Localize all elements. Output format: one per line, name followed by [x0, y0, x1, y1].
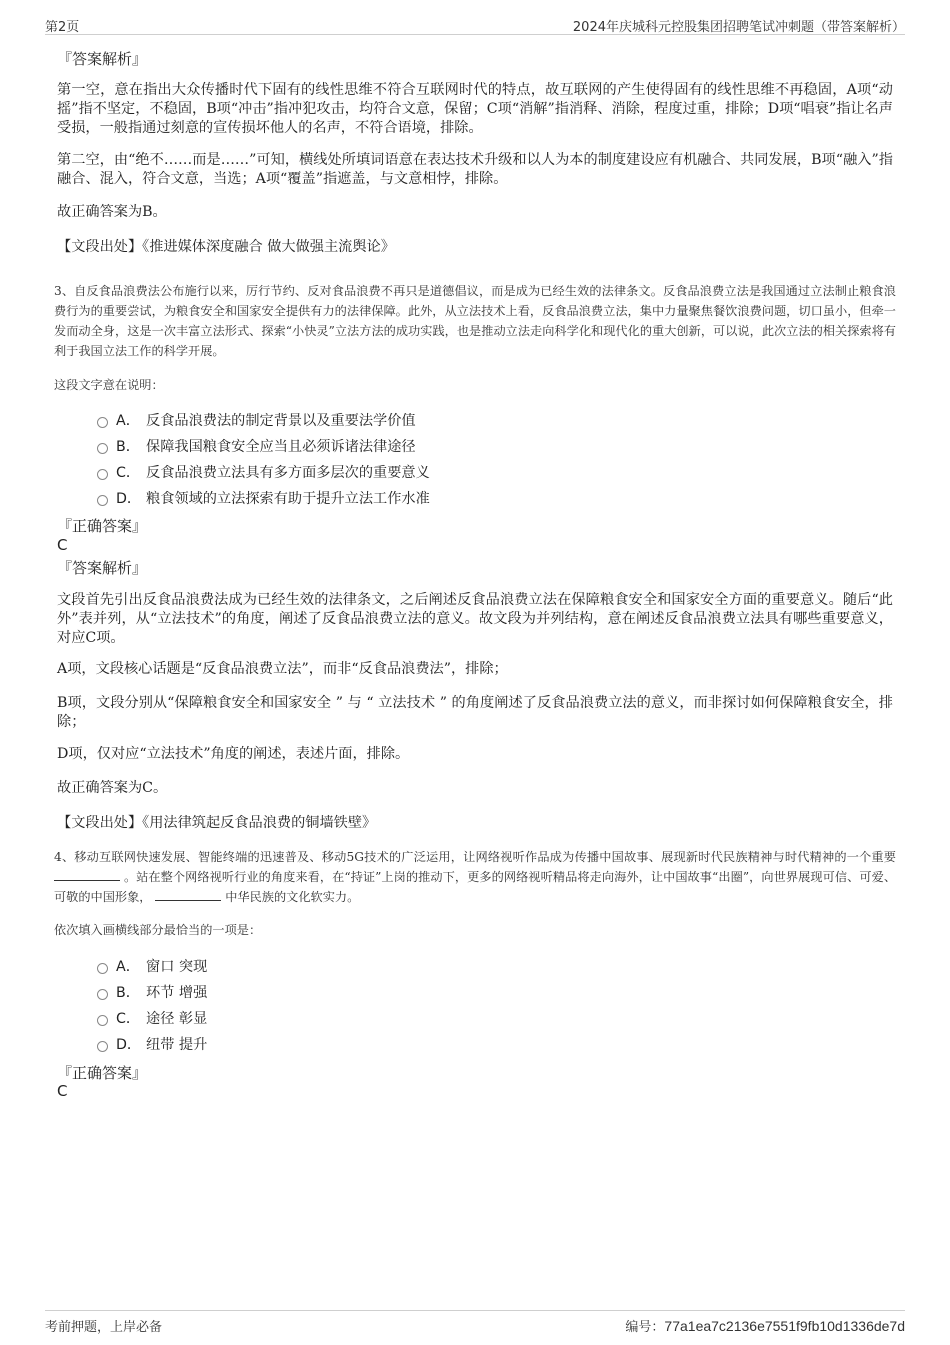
analysis-label: 『答案解析』	[57, 50, 148, 68]
question-text: 4、移动互联网快速发展、智能终端的迅速普及、移动5G技术的广泛运用，让网络视听作品成为传播中国故事、展现新时代民族精神与时代精神的一个重要 。站在整个网络视听行业的角度来看，在“持证”上岗的推动下，更多的网络视听精品将走向海外，让中国故事“出圈”，向世界展现可信、可爱、可敬的中国形象， 中华民族的文化软实力。	[54, 850, 897, 904]
option-text: 保障我国粮食安全应当且必须诉诸法律途径	[146, 439, 416, 455]
question-text: 3、自反食品浪费法公布施行以来，厉行节约、反对食品浪费不再只是道德倡议，而是成为已经生效的法律条文。反食品浪费立法是我国通过立法制止粮食浪费行为的重要尝试，为粮食安全和国家安全提供有力的法律保障。此外，从立法技术上看，反食品浪费立法，集中力量聚焦餐饮浪费问题，切口虽小，但牵一发而动全身，这是一次丰富立法形式、探索“小快灵”立法方法的成功实践，也是推动立法走向科学化和现代化的重大创新，可以说，此次立法的相关探索将有利于我国立法工作的科学开展。	[54, 284, 896, 358]
option-a[interactable]: A． 窗口 突现	[97, 956, 207, 976]
analysis-paragraph: 文段首先引出反食品浪费法成为已经生效的法律条文，之后阐述反食品浪费立法在保障粮食安全和国家安全方面的重要意义。随后“此外”表并列，从“立法技术”的角度，阐述了反食品浪费立法的意义。故文段为并列结构，意在阐述反食品浪费立法具有哪些重要意义，对应C项。	[57, 592, 893, 646]
analysis-paragraph: A项，文段核心话题是“反食品浪费立法”，而非“反食品浪费法”，排除；	[57, 661, 508, 677]
radio-icon[interactable]	[97, 495, 108, 506]
conclusion-text: 故正确答案为B。	[57, 204, 167, 220]
option-b[interactable]: B． 环节 增强	[97, 982, 207, 1002]
document-title: 2024年庆城科元控股集团招聘笔试冲刺题（带答案解析）	[572, 20, 905, 35]
radio-icon[interactable]	[97, 1041, 108, 1052]
option-text: 环节 增强	[146, 985, 208, 1001]
page-header	[45, 14, 905, 35]
analysis-paragraph: 第一空，意在指出大众传播时代下固有的线性思维不符合互联网时代的特点，故互联网的产生使得固有的线性思维不再稳固，A项“动摇”指不坚定，不稳固，B项“冲击”指冲犯攻击，均符合文意，保留；C项“消解”指消释、消除，程度过重，排除；D项“唱衰”指让名声受损，一般指通过刻意的宣传损坏他人的名声，不符合语境，排除。	[57, 82, 893, 136]
page-footer	[45, 1310, 905, 1335]
radio-icon[interactable]	[97, 443, 108, 454]
option-c[interactable]: C． 反食品浪费立法具有多方面多层次的重要意义	[97, 462, 430, 482]
fill-blank	[54, 868, 120, 881]
radio-icon[interactable]	[97, 417, 108, 428]
option-text: 反食品浪费法的制定背景以及重要法学价值	[146, 413, 416, 429]
fill-blank	[155, 888, 221, 901]
option-d[interactable]: D． 粮食领域的立法探索有助于提升立法工作水准	[97, 488, 430, 508]
radio-icon[interactable]	[97, 469, 108, 480]
option-text: 反食品浪费立法具有多方面多层次的重要意义	[146, 465, 430, 481]
option-text: 纽带 提升	[146, 1037, 208, 1053]
question-prompt: 这段文字意在说明：	[54, 378, 164, 392]
conclusion-text: 故正确答案为C。	[57, 780, 168, 796]
option-d[interactable]: D． 纽带 提升	[97, 1034, 207, 1054]
radio-icon[interactable]	[97, 963, 108, 974]
correct-answer: C	[57, 536, 68, 554]
page-number: 第2页	[45, 20, 80, 35]
analysis-label: 『答案解析』	[57, 559, 148, 577]
radio-icon[interactable]	[97, 989, 108, 1000]
option-c[interactable]: C． 途径 彰显	[97, 1008, 207, 1028]
document-id: 编号：77a1ea7c2136e7551f9fb10d1336de7d	[625, 1318, 905, 1335]
analysis-paragraph: B项，文段分别从“保障粮食安全和国家安全 ” 与 “ 立法技术 ” 的角度阐述了反食品浪费立法的意义，而非探讨如何保障粮食安全，排除；	[57, 695, 893, 730]
footer-slogan: 考前押题，上岸必备	[45, 1320, 163, 1335]
correct-answer-label: 『正确答案』	[57, 517, 148, 535]
option-a[interactable]: A． 反食品浪费法的制定背景以及重要法学价值	[97, 410, 416, 430]
radio-icon[interactable]	[97, 1015, 108, 1026]
analysis-paragraph: 第二空，由“绝不……而是……”可知，横线处所填词语意在表达技术升级和以人为本的制度建设应有机融合、共同发展，B项“融入”指融合、混入，符合文意，当选；A项“覆盖”指遮盖，与文意相悖，排除。	[57, 152, 893, 187]
question-prompt: 依次填入画横线部分最恰当的一项是：	[54, 923, 262, 937]
option-text: 途径 彰显	[146, 1011, 208, 1027]
option-text: 窗口 突现	[146, 959, 208, 975]
analysis-paragraph: D项，仅对应“立法技术”角度的阐述，表述片面，排除。	[57, 746, 410, 762]
source-citation: 【文段出处】《推进媒体深度融合 做大做强主流舆论》	[57, 239, 395, 255]
option-text: 粮食领域的立法探索有助于提升立法工作水准	[146, 491, 430, 507]
correct-answer-label: 『正确答案』	[57, 1064, 148, 1082]
correct-answer: C	[57, 1082, 68, 1100]
source-citation: 【文段出处】《用法律筑起反食品浪费的铜墙铁壁》	[57, 815, 377, 831]
option-b[interactable]: B． 保障我国粮食安全应当且必须诉诸法律途径	[97, 436, 416, 456]
